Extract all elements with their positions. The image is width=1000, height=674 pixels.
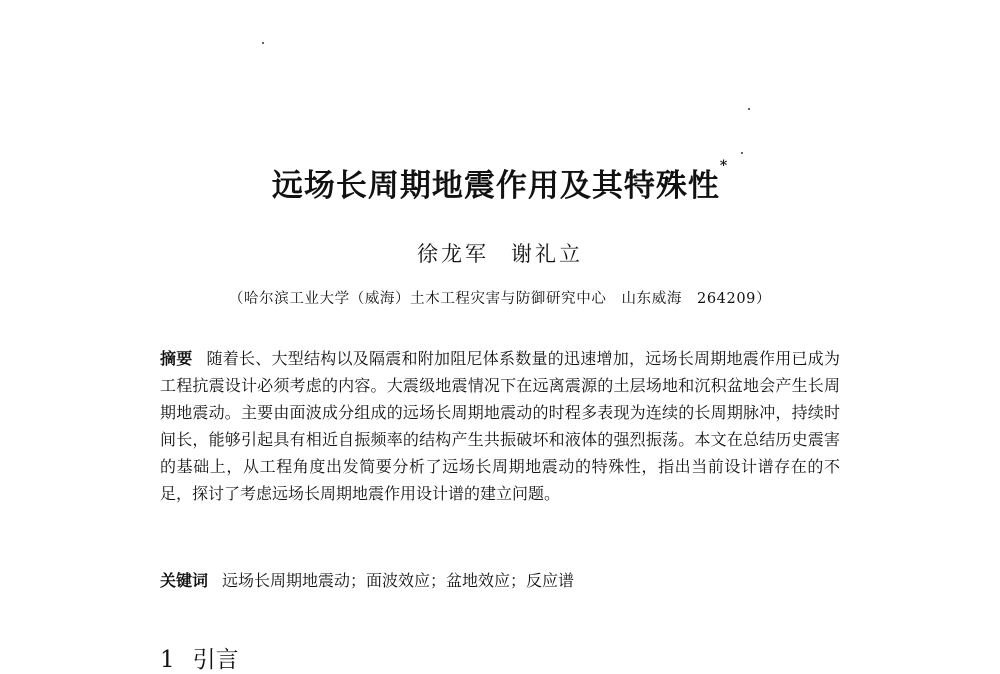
- section-title: 引言: [192, 647, 239, 673]
- abstract-text: 随着长、大型结构以及隔震和附加阻尼体系数量的迅速增加，远场长周期地震作用已成为工程抗震设计必须考虑的内容。大震级地震情况下在远离震源的土层场地和沉积盆地会产生长周期地震动。主要由面波成分组成的远场长周期地震动的时程多表现为连续的长周期脉冲，持续时间长，能够引起具有相近自振频率的结构产生共振破坏和液体的强烈振荡。本文在总结历史震害的基础上，从工程角度出发简要分析了远场长周期地震动的特殊性，指出当前设计谱存在的不足，探讨了考虑远场长周期地震作用设计谱的建立问题。: [160, 349, 840, 503]
- paper-title: [0, 160, 1000, 205]
- author-name: 徐龙军: [417, 242, 489, 266]
- keywords-label: 关键词: [160, 571, 209, 590]
- scan-speck: [262, 42, 264, 44]
- title-footnote-mark: *: [719, 158, 729, 174]
- section-heading: [160, 641, 239, 674]
- paper-title-text: 远场长周期地震作用及其特殊性: [271, 168, 720, 204]
- scan-speck: [748, 108, 750, 110]
- keywords: [160, 568, 840, 591]
- author-list: [0, 238, 1000, 268]
- author-name: 谢礼立: [511, 242, 583, 266]
- abstract: [160, 345, 840, 507]
- scan-speck: [741, 152, 743, 154]
- affiliation: （哈尔滨工业大学（威海）土木工程灾害与防御研究中心 山东威海 264209）: [228, 291, 772, 307]
- abstract-label: 摘要: [160, 349, 193, 368]
- keywords-text: 远场长周期地震动；面波效应；盆地效应；反应谱: [222, 571, 575, 590]
- section-number: 1: [160, 647, 175, 673]
